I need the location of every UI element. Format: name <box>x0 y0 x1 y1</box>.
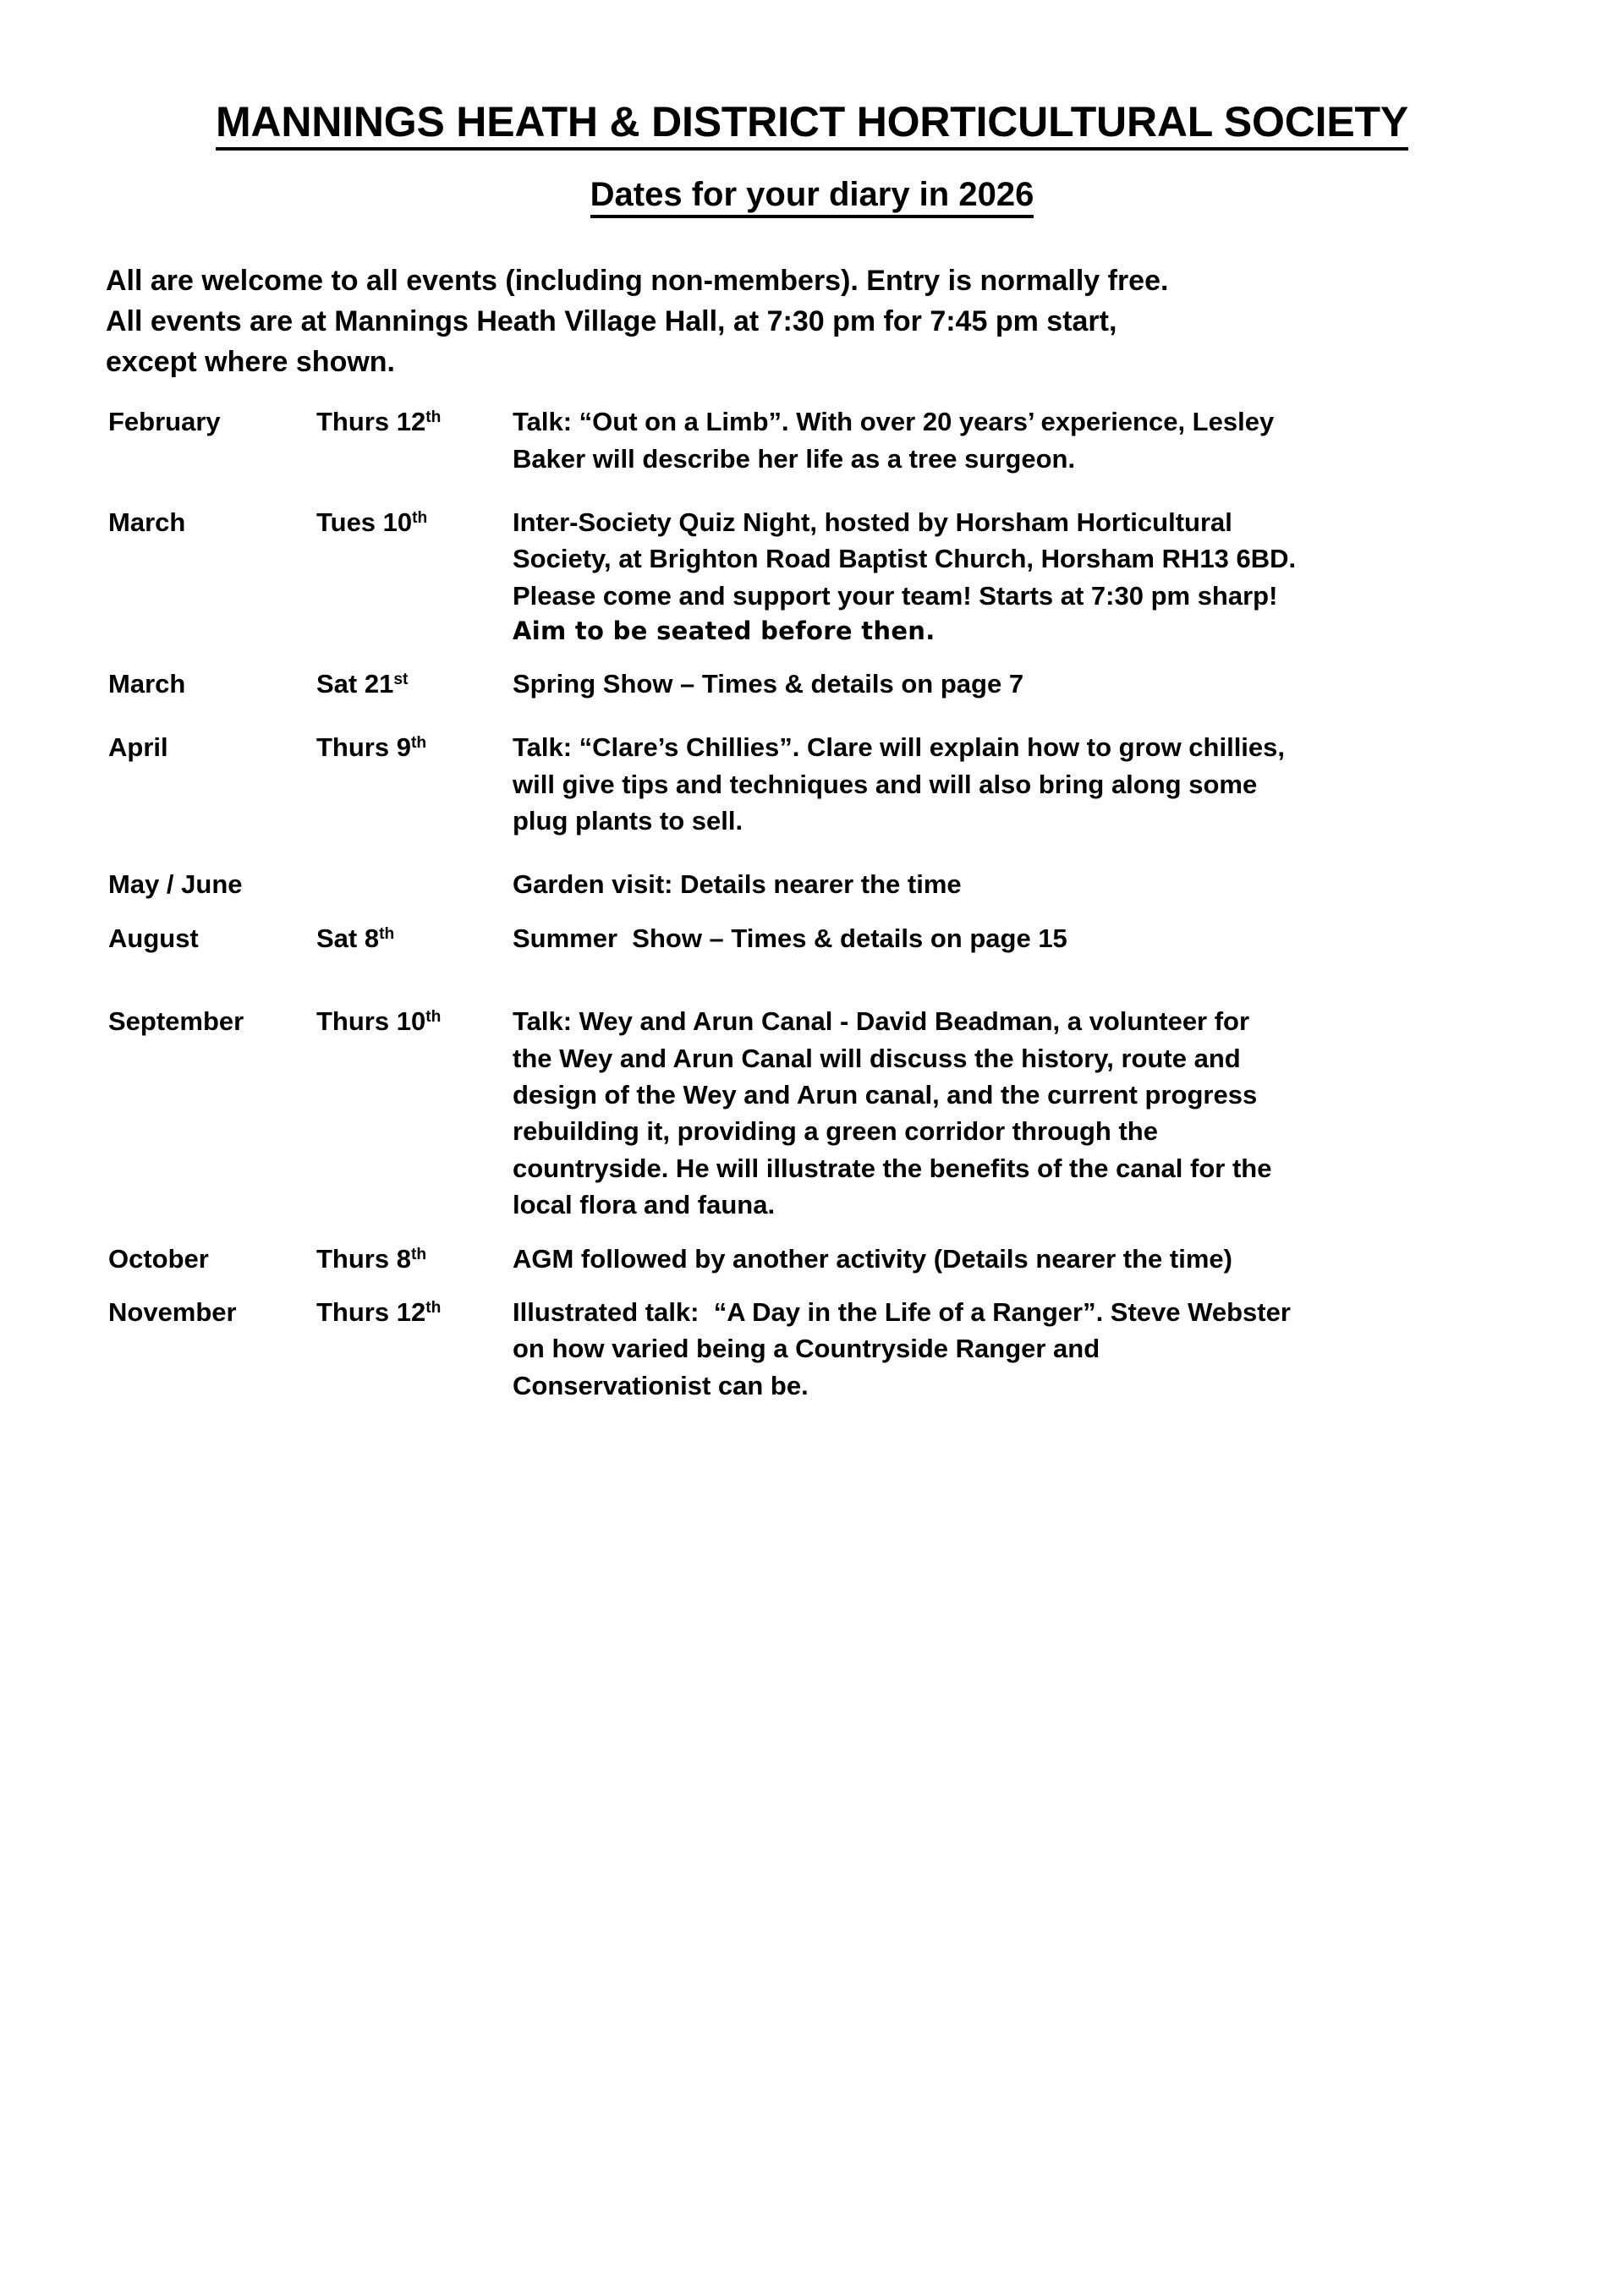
event-description-line: Illustrated talk: “A Day in the Life of a Ranger”. Steve Webster <box>513 1296 1291 1327</box>
event-row <box>0 1294 1624 1404</box>
event-row <box>0 666 1624 702</box>
event-date-text: Thurs 10 <box>316 1006 426 1037</box>
event-date-ordinal-suffix: th <box>425 408 442 427</box>
event-description-line: Spring Show – Times & details on page 7 <box>513 668 1024 699</box>
event-description-line: plug plants to sell. <box>513 806 743 836</box>
event-date-text: Thurs 12 <box>316 407 426 437</box>
event-description-line: Please come and support your team! Starts at 7:30 pm sharp! <box>513 580 1278 611</box>
event-description-line: AGM followed by another activity (Details nearer the time) <box>513 1243 1232 1274</box>
event-description-line: design of the Wey and Arun canal, and the current progress <box>513 1079 1258 1110</box>
event-description <box>513 866 962 902</box>
event-row <box>0 920 1624 956</box>
event-description-line-casual: Aim to be seated before then. <box>513 616 935 646</box>
event-description-line: Conservationist can be. <box>513 1370 809 1400</box>
event-date-text: Tues 10 <box>316 507 413 538</box>
event-date-ordinal-suffix: th <box>412 509 428 528</box>
event-description <box>513 403 1274 477</box>
event-description <box>513 920 1067 956</box>
event-description <box>513 1241 1232 1277</box>
event-description-line: Talk: “Out on a Limb”. With over 20 years’ experience, Lesley <box>513 407 1275 437</box>
event-month: March <box>108 507 186 538</box>
event-date <box>316 1294 513 1330</box>
page-subtitle <box>0 151 1624 218</box>
event-date <box>316 729 513 765</box>
event-date-text: Thurs 12 <box>316 1296 426 1327</box>
event-description-line: countryside. He will illustrate the benefits of the canal for the <box>513 1153 1272 1183</box>
event-date <box>316 1003 513 1039</box>
event-date <box>316 920 513 956</box>
event-month: March <box>108 668 186 699</box>
event-month: September <box>108 1006 244 1037</box>
event-month: November <box>108 1296 237 1327</box>
event-row <box>0 403 1624 477</box>
event-description <box>513 666 1023 702</box>
event-date-text: Thurs 9 <box>316 732 411 763</box>
event-description <box>513 1294 1291 1404</box>
event-month: August <box>108 923 199 953</box>
event-description-line: rebuilding it, providing a green corridor through the <box>513 1116 1158 1147</box>
event-row <box>0 1241 1624 1277</box>
event-row <box>0 1003 1624 1223</box>
event-date-ordinal-suffix: th <box>425 1298 442 1317</box>
page-subtitle-text: Dates for your diary in 2026 <box>590 177 1034 218</box>
event-row <box>0 504 1624 649</box>
event-date <box>316 666 513 702</box>
event-date-text: Sat 8 <box>316 923 380 953</box>
intro-line: All are welcome to all events (including non-members). Entry is normally free. <box>106 264 1169 297</box>
page-title-text: MANNINGS HEATH & DISTRICT HORTICULTURAL SOCIETY <box>216 100 1408 151</box>
event-description-line: Inter-Society Quiz Night, hosted by Horsham Horticultural <box>513 507 1232 538</box>
intro-line: except where shown. <box>106 346 395 379</box>
intro-line: All events are at Mannings Heath Village Hall, at 7:30 pm for 7:45 pm start, <box>106 304 1117 337</box>
event-date-ordinal-suffix: th <box>410 1245 427 1263</box>
event-date-ordinal-suffix: st <box>393 670 409 688</box>
event-description-line: Summer Show – Times & details on page 15 <box>513 923 1067 953</box>
event-description-line: Talk: “Clare’s Chillies”. Clare will explain how to grow chillies, <box>513 732 1286 763</box>
event-description <box>513 1003 1271 1223</box>
event-date-ordinal-suffix: th <box>410 734 427 753</box>
event-date-text: Sat 21 <box>316 668 394 699</box>
event-description-line: local flora and fauna. <box>513 1190 776 1220</box>
event-month: October <box>108 1243 209 1274</box>
event-description-line: Talk: Wey and Arun Canal - David Beadman, a volunteer for <box>513 1006 1250 1037</box>
event-date-ordinal-suffix: th <box>379 924 395 943</box>
event-month: April <box>108 732 168 763</box>
events-list <box>0 382 1624 1404</box>
event-row <box>0 729 1624 839</box>
event-date <box>316 1241 513 1277</box>
event-description-line: on how varied being a Countryside Ranger and <box>513 1334 1100 1364</box>
event-description-line: the Wey and Arun Canal will discuss the history, route and <box>513 1043 1241 1073</box>
event-date <box>316 504 513 540</box>
event-month: May / June <box>108 869 243 900</box>
event-description-line: will give tips and techniques and will also bring along some <box>513 769 1258 799</box>
event-date-text: Thurs 8 <box>316 1243 411 1274</box>
event-row <box>0 866 1624 902</box>
event-date-ordinal-suffix: th <box>425 1008 442 1027</box>
event-description <box>513 729 1285 839</box>
event-description-line: Baker will describe her life as a tree surgeon. <box>513 443 1076 474</box>
event-description-line: Garden visit: Details nearer the time <box>513 869 962 900</box>
page-title <box>0 0 1624 151</box>
event-month: February <box>108 407 221 437</box>
event-date <box>316 403 513 440</box>
event-description-line: Society, at Brighton Road Baptist Church, Horsham RH13 6BD. <box>513 544 1297 574</box>
intro-paragraph <box>0 218 1624 383</box>
event-description <box>513 504 1296 649</box>
